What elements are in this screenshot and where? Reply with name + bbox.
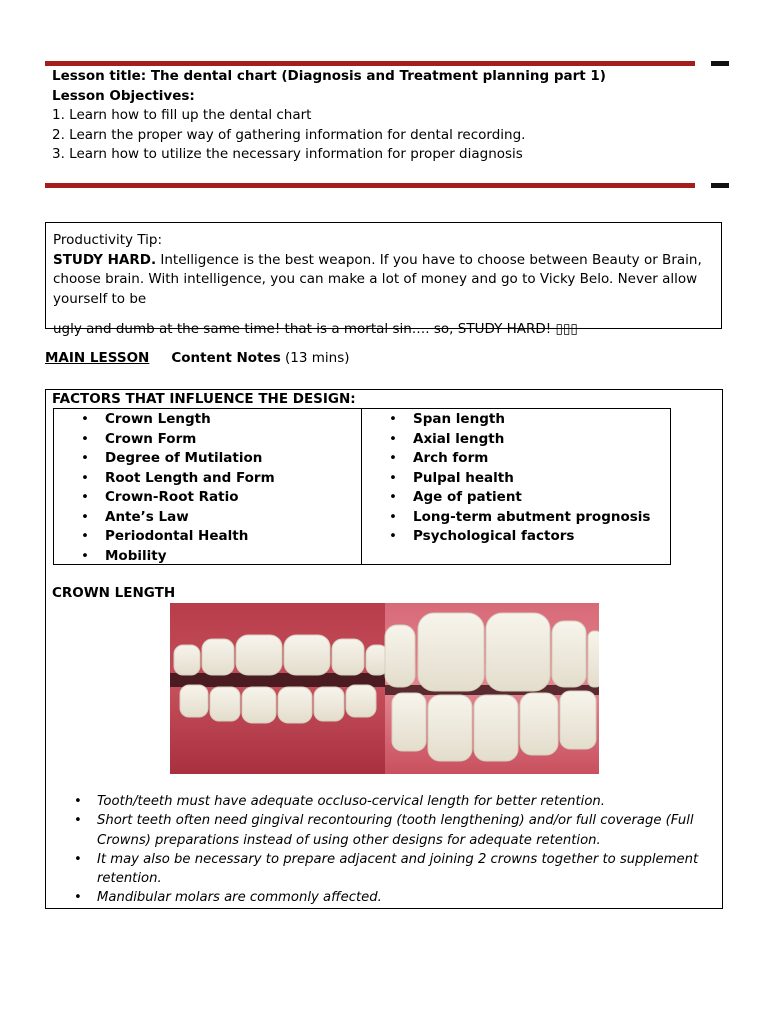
top-red-rule bbox=[45, 61, 695, 66]
main-lesson-line bbox=[45, 349, 350, 368]
lesson-content-box bbox=[45, 389, 723, 909]
teeth-photo bbox=[170, 603, 599, 774]
objectives-label: Lesson Objectives: bbox=[52, 87, 195, 104]
content-notes-label: Content Notes bbox=[171, 350, 281, 366]
note-item: • Tooth/teeth must have adequate occluso-cervical length for better retention. bbox=[46, 792, 722, 811]
note-item: • Mandibular molars are commonly affected. bbox=[46, 888, 722, 907]
bullet-icon: • bbox=[389, 450, 397, 466]
tip-headline: STUDY HARD. bbox=[53, 251, 157, 268]
factor-item: • Pulpal health bbox=[362, 469, 670, 489]
crown-length-title: CROWN LENGTH bbox=[52, 585, 176, 601]
productivity-tip-box bbox=[45, 222, 722, 337]
tip-text: Intelligence is the best weapon. If you have to choose between Beauty or Brain, choose brain. With intelligence, you can make a lot of money and go to Vicky Belo. Never allow yourself to be bbox=[53, 251, 702, 307]
factor-item: • Psychological factors bbox=[362, 527, 670, 547]
bullet-icon: • bbox=[81, 489, 89, 505]
factor-item: • Age of patient bbox=[362, 488, 670, 508]
bottom-rule-tick bbox=[711, 183, 729, 188]
bullet-icon: • bbox=[389, 469, 397, 486]
factors-table bbox=[53, 408, 671, 565]
bullet-icon: • bbox=[389, 508, 397, 525]
note-item: • Short teeth often need gingival recontouring (tooth lengthening) and/or full coverage (Full Crowns) preparations instead of using other designs for adequate retention. bbox=[74, 813, 694, 848]
bullet-icon: • bbox=[389, 430, 397, 447]
lesson-title: Lesson title: The dental chart (Diagnosis and Treatment planning part 1) bbox=[52, 68, 606, 84]
factor-item: • Arch form bbox=[362, 449, 670, 469]
factors-right-column bbox=[362, 409, 670, 564]
main-lesson-label: MAIN LESSON bbox=[45, 350, 150, 366]
bullet-icon: • bbox=[389, 528, 397, 544]
bullet-icon: • bbox=[81, 450, 89, 466]
factor-item: • Axial length bbox=[362, 430, 670, 450]
content-notes-duration: (13 mins) bbox=[280, 350, 350, 366]
bullet-icon: • bbox=[389, 411, 397, 427]
bullet-icon: • bbox=[389, 489, 397, 505]
objective-item: 3. Learn how to utilize the necessary information for proper diagnosis bbox=[52, 146, 523, 162]
bullet-icon: • bbox=[81, 411, 89, 427]
factor-item: • Crown Form bbox=[54, 430, 361, 450]
tip-label: Productivity Tip: bbox=[53, 232, 163, 248]
objective-item: 2. Learn the proper way of gathering information for dental recording. bbox=[52, 126, 526, 143]
factor-item: • Crown-Root Ratio bbox=[54, 488, 361, 508]
factors-title: FACTORS THAT INFLUENCE THE DESIGN: bbox=[52, 391, 356, 407]
note-item: • It may also be necessary to prepare adjacent and joining 2 crowns together to supplement retention. bbox=[74, 851, 699, 887]
bullet-icon: • bbox=[81, 430, 89, 447]
factor-item: • Ante’s Law bbox=[54, 508, 361, 528]
factor-item: • Crown Length bbox=[54, 410, 361, 430]
bottom-red-rule bbox=[45, 183, 695, 188]
bullet-icon: • bbox=[74, 813, 82, 829]
bullet-icon: • bbox=[81, 469, 89, 486]
bullet-icon: • bbox=[81, 547, 89, 564]
factor-item: • Degree of Mutilation bbox=[54, 449, 361, 469]
factor-item: • Span length bbox=[362, 410, 670, 430]
factor-item: • Long-term abutment prognosis bbox=[362, 508, 670, 528]
lesson-header bbox=[52, 67, 712, 165]
crown-length-notes bbox=[46, 792, 722, 908]
top-rule-tick bbox=[711, 61, 729, 66]
factor-item: • Periodontal Health bbox=[54, 527, 361, 547]
factor-item: • Root Length and Form bbox=[54, 469, 361, 489]
bullet-icon: • bbox=[81, 528, 89, 544]
factors-left-column bbox=[54, 409, 362, 564]
bullet-icon: • bbox=[81, 508, 89, 525]
bullet-icon: • bbox=[74, 851, 82, 867]
tip-last-line: ugly and dumb at the same time! that is a mortal sin…. so, STUDY HARD! ▯▯▯ bbox=[53, 321, 578, 337]
bullet-icon: • bbox=[74, 794, 82, 809]
bullet-icon: • bbox=[74, 890, 82, 906]
tip-body bbox=[53, 251, 714, 310]
factor-item: • Mobility bbox=[54, 547, 361, 567]
objective-item: 1. Learn how to fill up the dental chart bbox=[52, 107, 312, 123]
